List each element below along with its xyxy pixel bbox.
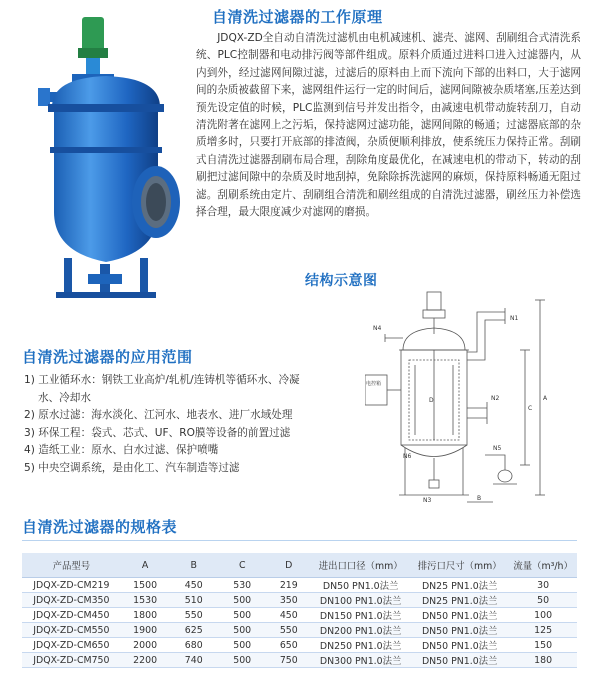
cell: 530 [218, 578, 266, 593]
cell: JDQX-ZD-CM350 [22, 593, 121, 608]
cell: 2000 [121, 638, 170, 653]
structure-diagram [365, 290, 565, 505]
label-control-box: 电控箱 [366, 381, 382, 387]
cell: DN50 PN1.0法兰 [410, 623, 509, 638]
cell: JDQX-ZD-CM550 [22, 623, 121, 638]
principle-title: 自清洗过滤器的工作原理 [212, 8, 383, 26]
cell: JDQX-ZD-CM450 [22, 608, 121, 623]
cell: 2200 [121, 653, 170, 668]
table-row [22, 608, 577, 623]
cell: 510 [169, 593, 217, 608]
table-row [22, 638, 577, 653]
application-list [24, 372, 300, 477]
cell: JDQX-ZD-CM219 [22, 578, 121, 593]
spec-table [22, 553, 577, 668]
label-n2: N2 [491, 395, 500, 402]
col-c: C [218, 553, 266, 578]
cell: DN50 PN1.0法兰 [311, 578, 410, 593]
cell: 50 [509, 593, 577, 608]
application-item: 水、冷却水 [38, 391, 91, 404]
cell: 550 [169, 608, 217, 623]
cell: DN50 PN1.0法兰 [410, 653, 509, 668]
label-c: C [528, 405, 533, 412]
cell: 500 [218, 608, 266, 623]
table-row [22, 593, 577, 608]
spec-title: 自清洗过滤器的规格表 [22, 518, 178, 536]
cell: DN150 PN1.0法兰 [311, 608, 410, 623]
col-drain: 排污口尺寸（mm） [410, 553, 509, 578]
spec-divider [22, 540, 577, 541]
cell: 450 [169, 578, 217, 593]
cell: 1800 [121, 608, 170, 623]
cell: 550 [266, 623, 311, 638]
cell: 30 [509, 578, 577, 593]
cell: 150 [509, 638, 577, 653]
label-n5: N5 [493, 445, 502, 452]
cell: 625 [169, 623, 217, 638]
col-b: B [169, 553, 217, 578]
application-title: 自清洗过滤器的应用范围 [22, 348, 193, 366]
label-d: D [429, 397, 434, 404]
cell: DN25 PN1.0法兰 [410, 578, 509, 593]
application-item: 3) 环保工程：袋式、芯式、UF、RO膜等设备的前置过滤 [24, 426, 291, 439]
label-n4: N4 [373, 325, 382, 332]
label-a: A [543, 395, 548, 402]
cell: DN200 PN1.0法兰 [311, 623, 410, 638]
col-flow: 流量（m³/h） [509, 553, 577, 578]
cell: JDQX-ZD-CM650 [22, 638, 121, 653]
cell: 750 [266, 653, 311, 668]
structure-title: 结构示意图 [305, 273, 378, 289]
cell: DN250 PN1.0法兰 [311, 638, 410, 653]
cell: 100 [509, 608, 577, 623]
cell: 180 [509, 653, 577, 668]
label-n6: N6 [403, 453, 412, 460]
application-item: 4) 造纸工业：原水、白水过滤、保护喷嘴 [24, 444, 219, 456]
cell: DN300 PN1.0法兰 [311, 653, 410, 668]
cell: 350 [266, 593, 311, 608]
cell: 500 [218, 623, 266, 638]
label-b: B [477, 495, 482, 502]
cell: 219 [266, 578, 311, 593]
cell: DN50 PN1.0法兰 [410, 608, 509, 623]
application-item: 5) 中央空调系统，是由化工、汽车制造等过滤 [24, 461, 240, 474]
cell: JDQX-ZD-CM750 [22, 653, 121, 668]
cell: DN25 PN1.0法兰 [410, 593, 509, 608]
cell: 740 [169, 653, 217, 668]
col-a: A [121, 553, 170, 578]
cell: 680 [169, 638, 217, 653]
cell: 1900 [121, 623, 170, 638]
table-row [22, 653, 577, 668]
principle-text: JDQX-ZD全自动自清洗过滤机由电机减速机、滤壳、滤网、刮刷组合式清洗系统、PLC控制器和电动排污阀等部件组成。原料介质通过进料口进入过滤器内，从内到外，经过滤网间隙过滤，过滤后的原料由上而下流向下部的出料口，大于滤网间的杂质被截留下来，滤网组件运行一定的时间后，滤网间隙被杂质堵塞,压差达到预先设定值的时候，PLC监测到信号并发出指令，由减速电机带动旋转刮刀，自动清洗附著在滤网上之污垢，保持滤网过滤功能，滤网间隙的畅通；过滤器底部的杂质增多时，只要打开底部的排渣阀，杂质便顺利排放，使系统压力保持正常。刮刷式自清洗过滤器刮刷布局合理，刮除角度最优化，在减速电机的带动下，转动的刮刷把过滤间隙中的杂质及时地刮掉，免除除拆洗滤网的麻烦，保持原料畅通无阻过滤。刮刷系统由定片、刮刷组合清洗和刷丝组成的自清洗过滤器，刷丝压力补偿选择合理，最大限度减少对滤网的磨损。 [196, 32, 581, 219]
filter-product-photo [30, 12, 185, 312]
table-row [22, 578, 577, 593]
cell: DN100 PN1.0法兰 [311, 593, 410, 608]
cell: DN50 PN1.0法兰 [410, 638, 509, 653]
cell: 125 [509, 623, 577, 638]
cell: 500 [218, 638, 266, 653]
cell: 500 [218, 593, 266, 608]
label-n1: N1 [510, 315, 519, 322]
col-d: D [266, 553, 311, 578]
cell: 650 [266, 638, 311, 653]
cell: 1530 [121, 593, 170, 608]
cell: 450 [266, 608, 311, 623]
spec-header-row [22, 553, 577, 578]
label-n3: N3 [423, 497, 432, 504]
cell: 1500 [121, 578, 170, 593]
col-model: 产品型号 [22, 553, 121, 578]
col-inlet: 进出口口径（mm） [311, 553, 410, 578]
cell: 500 [218, 653, 266, 668]
application-item: 1) 工业循环水：钢铁工业高炉/轧机/连铸机等循环水、冷凝 [24, 374, 300, 386]
table-row [22, 623, 577, 638]
application-item: 2) 原水过滤：海水淡化、江河水、地表水、进厂水域处理 [24, 409, 293, 421]
